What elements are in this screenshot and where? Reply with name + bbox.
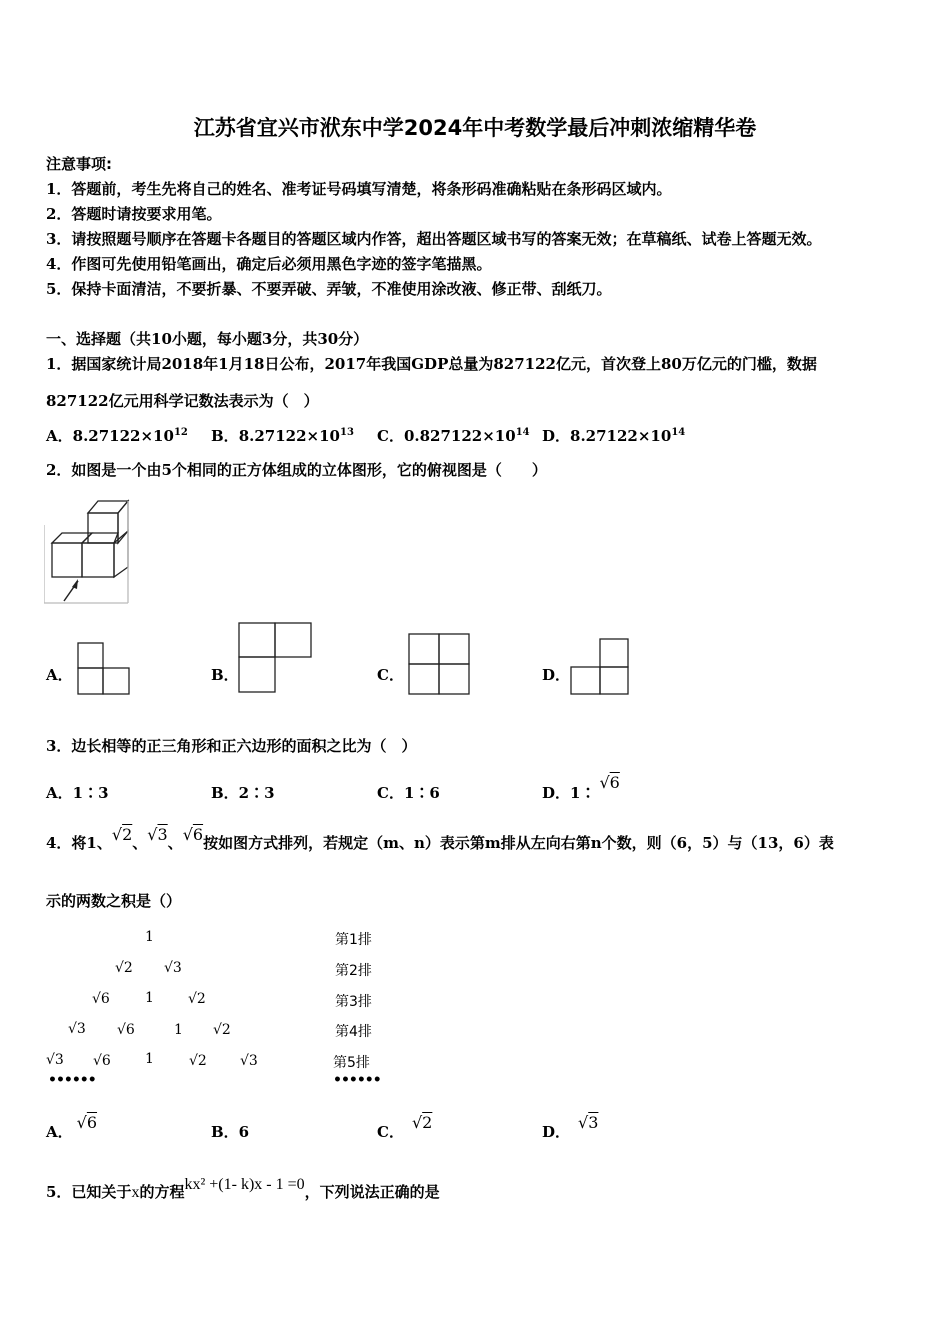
notice-item: 1．答题前，考生先将自己的姓名、准考证号码填写清楚，将条形码准确粘贴在条形码区域内。 <box>46 180 672 198</box>
row-label: 第3排 <box>335 994 372 1010</box>
q5-equation: kx² +(1- k)x - 1 =0 <box>184 1176 305 1193</box>
q1-option-c[interactable]: C．$0.827122\times 10^{14}$ <box>377 427 530 445</box>
q3-option-b[interactable]: B．2∶3 <box>211 784 275 802</box>
q2-option-b-figure[interactable] <box>238 622 312 694</box>
triangle-entry: √3 <box>68 1021 86 1037</box>
q4-option-c[interactable]: C． √2 <box>377 1113 433 1141</box>
notice-item: 4．作图可先使用铅笔画出，确定后必须用黑色字迹的签字笔描黑。 <box>46 255 492 273</box>
cube-solid-figure <box>44 495 134 607</box>
q2-stem: 2．如图是一个由5个相同的正方体组成的立体图形，它的俯视图是（ ） <box>46 461 547 479</box>
triangle-entry: 1 <box>145 990 154 1006</box>
triangle-entry: √6 <box>93 1053 111 1069</box>
q2-option-b-label[interactable]: B． <box>211 666 239 684</box>
triangle-entry: 1 <box>145 929 154 945</box>
q5-stem: 5．已知关于x的方程kx² +(1- k)x - 1 =0，下列说法正确的是 <box>46 1176 440 1201</box>
q1-option-d[interactable]: D．$8.27122\times 10^{14}$ <box>542 427 686 445</box>
triangle-entry: √6 <box>117 1022 135 1038</box>
q2-option-a-figure[interactable] <box>77 642 131 696</box>
q2-option-a-label[interactable]: A． <box>46 666 73 684</box>
triangle-entry: √3 <box>46 1052 64 1068</box>
q2-option-d-figure[interactable] <box>570 638 630 696</box>
triangle-entry: 1 <box>145 1051 154 1067</box>
notice-item: 5．保持卡面清洁，不要折暴、不要弄破、弄皱，不准使用涂改液、修正带、刮纸刀。 <box>46 280 612 298</box>
q3-option-d[interactable]: D．1∶√6 <box>542 773 620 802</box>
triangle-entry: √2 <box>115 960 133 976</box>
q1-stem-line2: 827122亿元用科学记数法表示为（ ） <box>46 392 319 410</box>
triangle-entry: √3 <box>164 960 182 976</box>
notice-item: 2．答题时请按要求用笔。 <box>46 205 222 223</box>
q1-option-a[interactable]: A．$8.27122\times 10^{12}$ <box>46 427 188 445</box>
q4-stem-line1: 4．将1、√2、√3、√6按如图方式排列，若规定（m、n）表示第m排从左向右第n个数，则（6，5）与（13，6）表 <box>46 825 834 852</box>
row-label: 第5排 <box>333 1055 370 1071</box>
row-label: 第2排 <box>335 963 372 979</box>
q2-option-d-label[interactable]: D． <box>542 666 571 684</box>
page-title: 江苏省宜兴市洑东中学2024年中考数学最后冲刺浓缩精华卷 <box>193 116 757 140</box>
notice-heading: 注意事项: <box>46 155 112 173</box>
q3-option-a[interactable]: A．1∶3 <box>46 784 109 802</box>
triangle-entry: √2 <box>213 1022 231 1038</box>
q1-stem-line1: 1．据国家统计局2018年1月18日公布，2017年我国GDP总量为827122亿元，首次登上80万亿元的门槛，数据 <box>46 355 817 373</box>
triangle-entry: √2 <box>189 1053 207 1069</box>
row-label: 第4排 <box>335 1024 372 1040</box>
triangle-entry: √3 <box>240 1053 258 1069</box>
q4-option-b[interactable]: B．6 <box>211 1123 250 1141</box>
triangle-entry: √6 <box>92 991 110 1007</box>
row-label: 第1排 <box>335 932 372 948</box>
q4-option-d[interactable]: D． √3 <box>542 1113 599 1141</box>
section-heading: 一、选择题（共10小题，每小题3分，共30分） <box>46 330 369 348</box>
q4-stem-line2: 示的两数之积是（） <box>46 892 182 910</box>
q1-option-b[interactable]: B．$8.27122\times 10^{13}$ <box>211 427 354 445</box>
q3-option-c[interactable]: C．1∶6 <box>377 784 440 802</box>
q2-option-c-figure[interactable] <box>408 633 470 695</box>
q3-stem: 3．边长相等的正三角形和正六边形的面积之比为（ ） <box>46 737 417 755</box>
continuation-dots: •••••• <box>48 1072 96 1088</box>
q4-option-a[interactable]: A． √6 <box>46 1113 98 1141</box>
triangle-entry: 1 <box>174 1022 183 1038</box>
q2-option-c-label[interactable]: C． <box>377 666 404 684</box>
triangle-entry: √2 <box>188 991 206 1007</box>
notice-item: 3．请按照题号顺序在答题卡各题目的答题区域内作答，超出答题区域书写的答案无效；在草稿纸、试卷上答题无效。 <box>46 230 822 248</box>
continuation-dots: •••••• <box>333 1072 381 1088</box>
